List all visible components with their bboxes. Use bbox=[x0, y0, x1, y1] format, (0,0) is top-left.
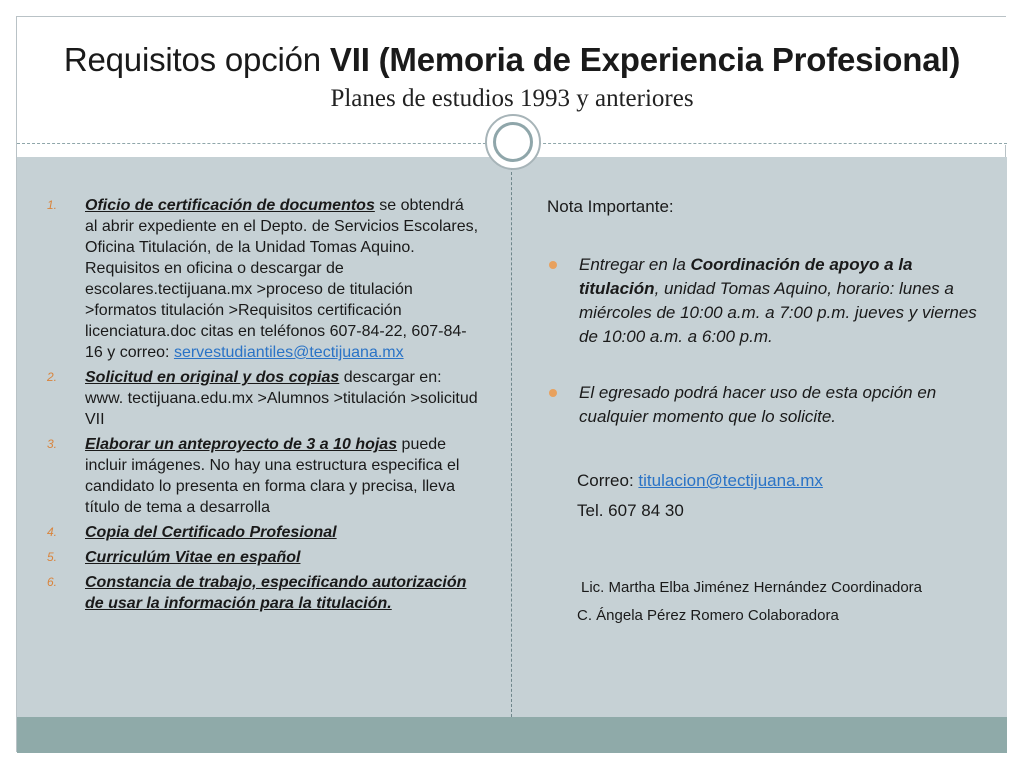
circle-ornament-icon bbox=[485, 114, 541, 170]
servestudiantiles-email-link[interactable]: servestudiantiles@tectijuana.mx bbox=[173, 344, 404, 361]
titulacion-email-link[interactable]: titulacion@tectijuana.mx bbox=[638, 471, 823, 490]
requirement-number: 6. bbox=[47, 575, 58, 589]
requirement-number: 2. bbox=[47, 370, 58, 384]
bullet-dot-icon bbox=[549, 261, 557, 269]
requirement-item bbox=[47, 522, 479, 543]
requirement-item bbox=[47, 547, 479, 568]
requirements-column bbox=[47, 195, 479, 618]
requirement-number: 1. bbox=[47, 198, 58, 212]
note-bullet-schedule bbox=[547, 253, 987, 349]
requirement-text: se obtendrá al abrir expediente en el Depto. de Servicios Escolares, Oficina Titulación, de la Unidad Tomas Aquino. Requisitos en oficina o descargar de escolares.tectijuana.mx >proceso de titulación >formatos titulación >Requisitos certificación licenciatura.doc citas en teléfonos 607-84-22, 607-84-16 y correo: bbox=[85, 197, 479, 361]
requirement-item bbox=[47, 367, 479, 430]
contact-email-row bbox=[577, 471, 823, 491]
requirement-number: 5. bbox=[47, 550, 58, 564]
requirement-text: descargar en: www. tectijuana.edu.mx >Alumnos >titulación >solicitud VII bbox=[85, 369, 478, 428]
requirement-number: 3. bbox=[47, 437, 58, 451]
page-title bbox=[17, 41, 1007, 79]
requirements-list bbox=[47, 195, 479, 614]
content-area bbox=[17, 157, 1007, 717]
bullet-emphasis: Coordinación de apoyo a la titulación bbox=[579, 255, 913, 298]
email-label: Correo: bbox=[577, 471, 639, 490]
requirement-title: Elaborar un anteproyecto de 3 a 10 hojas bbox=[85, 436, 398, 453]
requirement-title: Solicitud en original y dos copias bbox=[85, 369, 340, 386]
note-bullet-usage bbox=[547, 381, 987, 429]
requirement-text: puede incluir imágenes. No hay una estructura especifica el candidato lo presenta en forma clara y precisa, lleva título de tema a desarrolla bbox=[85, 436, 460, 516]
requirement-title: Curriculúm Vitae en español bbox=[85, 549, 301, 566]
title-regular-part: Requisitos opción bbox=[63, 41, 330, 78]
bullet-text: El egresado podrá hacer uso de esta opción en cualquier momento que lo solicite. bbox=[579, 383, 937, 426]
bullet-text: , unidad Tomas Aquino, horario: lunes a miércoles de 10:00 a.m. a 7:00 p.m. jueves y viernes de 10:00 a.m. a 6:00 p.m. bbox=[579, 279, 977, 346]
title-bold-part: VII (Memoria de Experiencia Profesional) bbox=[329, 41, 961, 78]
circle-ornament-inner bbox=[493, 122, 533, 162]
requirement-title: Copia del Certificado Profesional bbox=[85, 524, 337, 541]
signature-collaborator: C. Ángela Pérez Romero Colaboradora bbox=[577, 607, 839, 624]
contact-phone: Tel. 607 84 30 bbox=[577, 501, 684, 520]
bullet-text: Entregar en la bbox=[579, 255, 691, 274]
requirement-title: Constancia de trabajo, especificando autorización de usar la información para la titulación. bbox=[85, 574, 467, 612]
bullet-dot-icon bbox=[549, 389, 557, 397]
requirement-number: 4. bbox=[47, 525, 58, 539]
page-subtitle: Planes de estudios 1993 y anteriores bbox=[330, 85, 694, 112]
requirement-item bbox=[47, 434, 479, 518]
requirement-item bbox=[47, 572, 479, 614]
requirement-item bbox=[47, 195, 479, 363]
requirement-title: Oficio de certificación de documentos bbox=[85, 197, 375, 214]
signature-coordinator: Lic. Martha Elba Jiménez Hernández Coordinadora bbox=[581, 579, 923, 596]
footer-bar bbox=[17, 717, 1007, 753]
note-title: Nota Importante: bbox=[547, 197, 674, 216]
column-divider bbox=[511, 157, 512, 717]
slide-frame bbox=[16, 16, 1006, 752]
